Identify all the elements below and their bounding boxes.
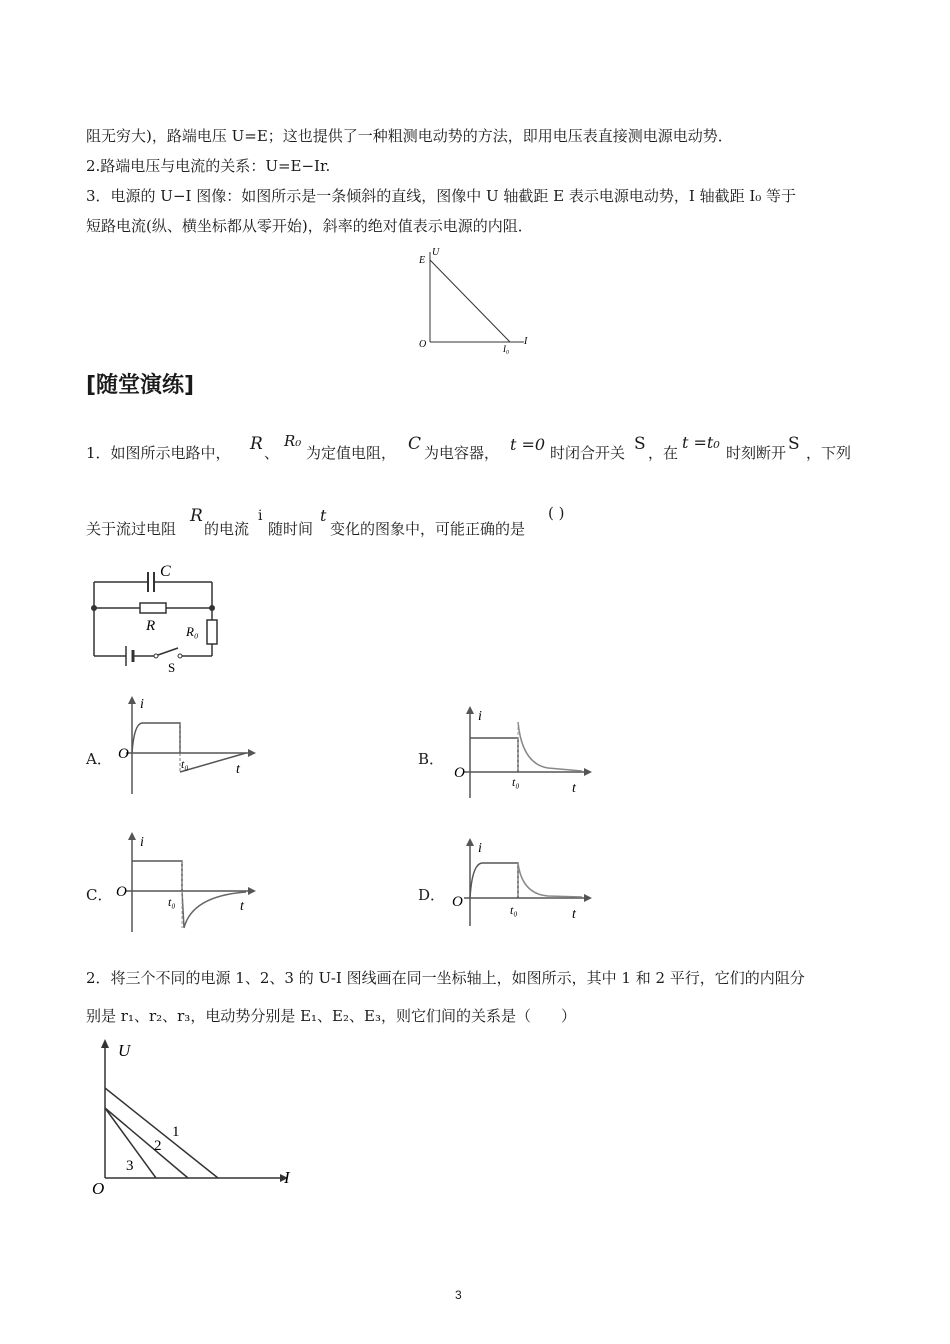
svg-text:1: 1 — [172, 1124, 180, 1140]
svg-text:i: i — [140, 697, 144, 712]
svg-text:3: 3 — [126, 1158, 134, 1174]
q1-switch-s2: S — [788, 434, 800, 454]
ui-graph-i-label: I — [524, 336, 528, 347]
svg-text:U: U — [118, 1041, 131, 1060]
q1-text-g: ，下列 — [806, 444, 852, 462]
section-title: [随堂演练] — [86, 373, 195, 398]
svg-text:t₀: t₀ — [510, 903, 518, 917]
svg-text:O: O — [116, 884, 127, 900]
option-c-graph — [112, 830, 262, 934]
page-number: 3 — [455, 1288, 462, 1302]
circuit-diagram — [88, 560, 228, 680]
text-line-1: 阻无穷大)，路端电压 U=E；这也提供了一种粗测电动势的方法，即用电压表直接测电源电动势． — [86, 127, 733, 145]
svg-text:O: O — [92, 1179, 105, 1198]
option-d-graph — [448, 836, 598, 928]
junction-right — [209, 605, 215, 611]
q1-line-2 — [86, 504, 886, 538]
q2-graph — [88, 1036, 304, 1198]
circuit-label-s: S — [168, 660, 176, 675]
svg-text:t₀: t₀ — [168, 895, 176, 909]
q1-text-e: ，在 — [648, 444, 679, 462]
text-line-3: 3．电源的 U−I 图像：如图所示是一条倾斜的直线，图像中 U 轴截距 E 表示电源电动势，I 轴截距 I₀ 等于 — [86, 187, 797, 205]
option-a-graph — [112, 694, 262, 794]
svg-text:t₀: t₀ — [512, 775, 520, 789]
circuit-label-r0: R₀ — [186, 624, 199, 639]
ui-graph-u-label: U — [432, 247, 440, 258]
ui-graph-e-label: E — [419, 255, 426, 266]
resistor-r0 — [207, 620, 217, 644]
svg-text:i: i — [140, 835, 144, 850]
q1-text-a: 1．如图所示电路中， — [86, 444, 231, 462]
ui-graph-origin: O — [419, 339, 427, 350]
ui-graph — [412, 246, 537, 354]
option-a-label[interactable]: A． — [86, 750, 112, 768]
q1-text-b: 为定值电阻， — [306, 444, 397, 462]
q1-var-r0: R₀ — [284, 432, 302, 450]
svg-text:O: O — [452, 894, 463, 910]
svg-text:O: O — [454, 765, 465, 781]
svg-text:t: t — [572, 781, 576, 796]
q1-text-d: 时闭合开关 — [550, 444, 626, 462]
q1-l2-c: 随时间 — [268, 520, 314, 538]
q1-text-f: 时刻断开 — [726, 444, 787, 462]
q1-line-1 — [86, 432, 886, 466]
q1-t-t0: t =t₀ — [682, 433, 720, 452]
q1-text-c: 为电容器， — [424, 444, 500, 462]
q1-answer-paren: ( ) — [548, 504, 565, 522]
resistor-r — [140, 603, 166, 613]
q1-switch-s: S — [634, 434, 646, 454]
option-d-label[interactable]: D． — [418, 886, 446, 904]
svg-text:t: t — [236, 762, 240, 777]
svg-text:O: O — [118, 746, 129, 762]
svg-text:I: I — [284, 1168, 290, 1187]
option-c-label[interactable]: C． — [86, 886, 113, 904]
q1-var-r: R — [250, 434, 263, 454]
circuit-label-c: C — [160, 563, 171, 580]
q2-line-1-mark — [105, 1088, 218, 1178]
svg-text:t: t — [572, 907, 576, 922]
ui-graph-line — [430, 260, 510, 342]
q1-var-c: C — [408, 434, 422, 454]
ui-graph-i0-label: I₀ — [503, 344, 510, 354]
circuit-label-r: R — [146, 618, 156, 634]
q1-l2-r: R — [190, 506, 203, 526]
switch-lever — [158, 648, 178, 655]
text-line-4: 短路电流(纵、横坐标都从零开始)，斜率的绝对值表示电源的内阻． — [86, 217, 533, 235]
svg-text:t: t — [240, 899, 244, 914]
q1-l2-i: i — [258, 508, 263, 524]
q1-l2-b: 的电流 — [204, 520, 250, 538]
junction-left — [91, 605, 97, 611]
q2-line-2: 别是 r₁、r₂、r₃，电动势分别是 E₁、E₂、E₃，则它们间的关系是（ ） — [86, 1007, 576, 1025]
svg-text:2: 2 — [154, 1138, 162, 1154]
q1-t-zero: t =0 — [510, 435, 546, 454]
q1-l2-a: 关于流过电阻 — [86, 520, 177, 538]
svg-text:i: i — [478, 709, 482, 724]
q1-sep: 、 — [264, 444, 280, 462]
q2-line-2-mark — [105, 1108, 188, 1178]
text-line-2: 2.路端电压与电流的关系：U=E−Ir. — [86, 157, 331, 175]
svg-text:i: i — [478, 841, 482, 856]
option-b-graph — [448, 704, 598, 800]
q1-l2-t: t — [320, 506, 327, 525]
q1-l2-d: 变化的图象中，可能正确的是 — [330, 520, 526, 538]
q2-line-1: 2．将三个不同的电源 1、2、3 的 U-I 图线画在同一坐标轴上，如图所示，其中 1 和 2 平行，它们的内阻分 — [86, 969, 805, 987]
svg-text:t₀: t₀ — [181, 757, 189, 771]
option-b-label[interactable]: B． — [418, 750, 445, 768]
